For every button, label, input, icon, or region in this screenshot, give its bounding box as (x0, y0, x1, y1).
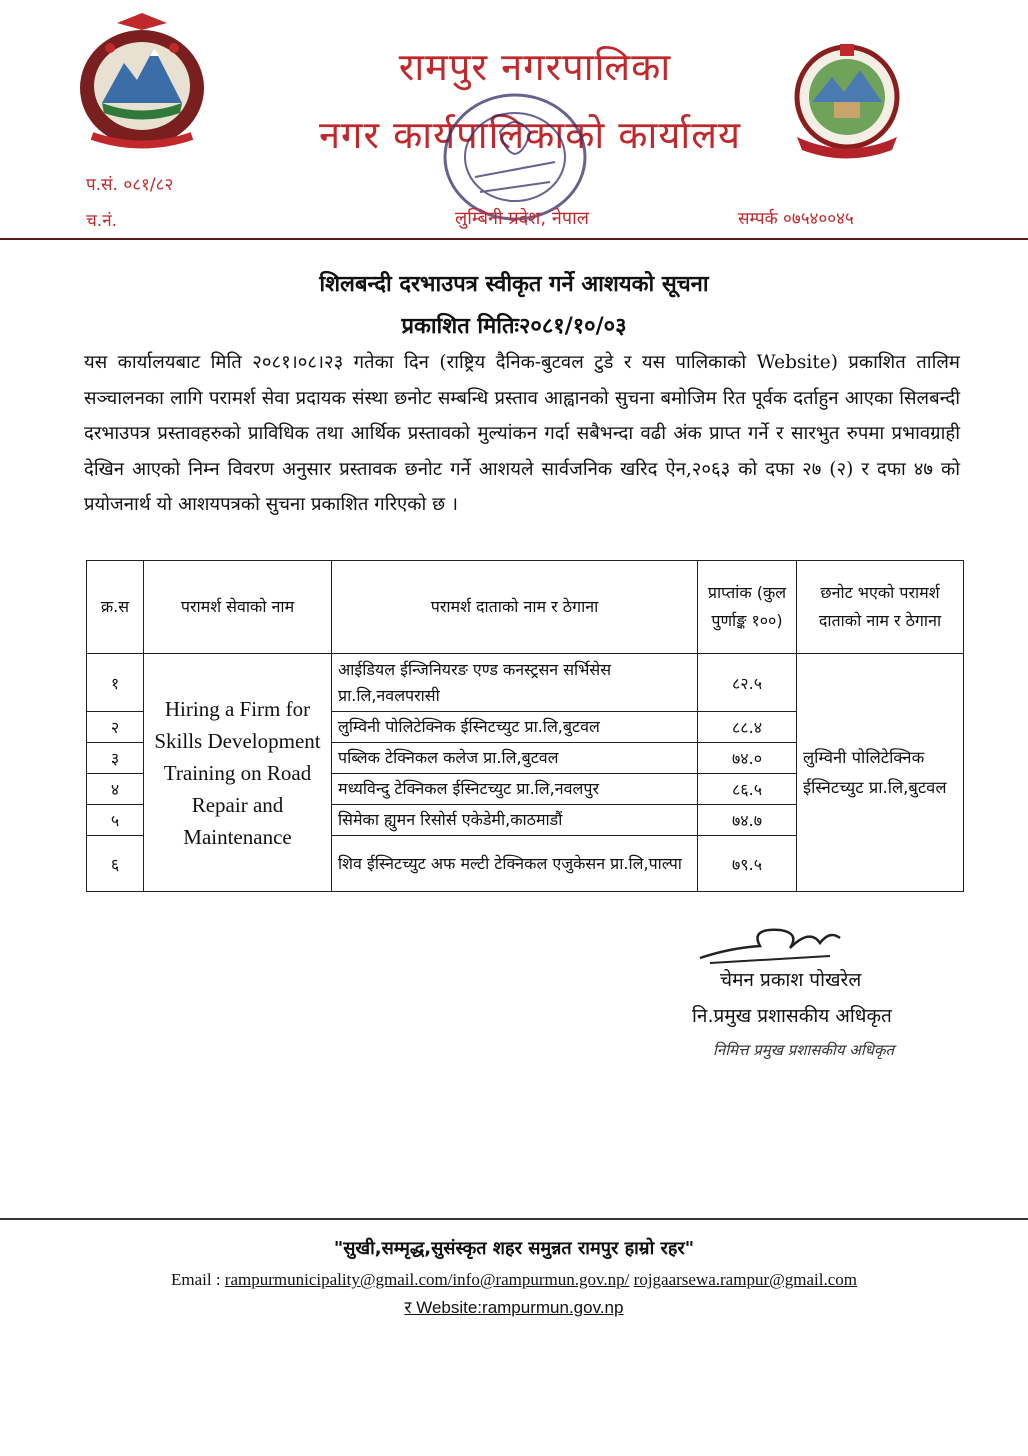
footer-slogan: "सुखी,सम्मृद्ध,सुसंस्कृत शहर समुन्नत रामपुर हाम्रो रहर" (333, 1238, 695, 1259)
published-date: प्रकाशित मितिः२०८१/१०/०३ (401, 314, 627, 339)
office-address: लुम्बिनी प्रदेश, नेपाल (455, 208, 589, 229)
evaluation-table (86, 560, 964, 892)
signatory-title: नि.प्रमुख प्रशासकीय अधिकृत (692, 1005, 892, 1027)
row-sn: ५ (87, 805, 144, 836)
provider-name: मध्यविन्दु टेक्निकल ईस्निटच्युट प्रा.लि,नवलपुर (332, 774, 698, 805)
table-row (87, 654, 964, 712)
reference-number: प.सं. ०८१/८२ (86, 175, 174, 195)
service-name: Hiring a Firm for Skills Development Training on Road Repair and Maintenance (144, 654, 332, 892)
provider-name: लुम्विनी पोलिटेक्निक ईस्निटच्युट प्रा.लि,बुटवल (332, 712, 698, 743)
municipality-logo-icon (782, 42, 912, 162)
email-label: Email : (170, 1270, 221, 1289)
col-header-selected: छनोट भएको परामर्श दाताको नाम र ठेगाना (797, 561, 964, 654)
provider-score: ८८.४ (698, 712, 797, 743)
notice-title: शिलबन्दी दरभाउपत्र स्वीकृत गर्ने आशयको सूचना (319, 272, 709, 297)
signatory-name: चेमन प्रकाश पोखरेल (720, 969, 862, 991)
header-divider (0, 238, 1028, 240)
office-name: रामपुर नगरपालिका (398, 45, 672, 89)
office-subtitle: नगर कार्यपालिकाको कार्यालय (318, 113, 742, 157)
provider-score: ७४.० (698, 743, 797, 774)
provider-name: पब्लिक टेक्निकल कलेज प्रा.लि,बुटवल (332, 743, 698, 774)
row-sn: १ (87, 654, 144, 712)
col-header-score: प्राप्तांक (कुल पुर्णाङ्क १००) (698, 561, 797, 654)
col-header-provider: परामर्श दाताको नाम र ठेगाना (332, 561, 698, 654)
contact-number: सम्पर्क ०७५४००४५ (738, 209, 854, 229)
selected-provider: लुम्विनी पोलिटेक्निक ईस्निटच्युट प्रा.लि,बुटवल (797, 654, 964, 892)
provider-name: शिव ईस्निटच्युट अफ मल्टी टेक्निकल एजुकेसन प्रा.लि,पाल्पा (332, 836, 698, 892)
provider-score: ७९.५ (698, 836, 797, 892)
provider-name: सिमेका ह्युमन रिसोर्स एकेडेमी,काठमाडौं (332, 805, 698, 836)
provider-score: ८२.५ (698, 654, 797, 712)
notice-body: यस कार्यालयबाट मिति २०८१।०८।२३ गतेका दिन (राष्ट्रिय दैनिक-बुटवल टुडे र यस पालिकाको Website) प्रकाशित तालिम सञ्चालनका लागि परामर्श सेवा प्रदायक संस्था छनोट सम्बन्धि प्रस्ताव आह्वानको सुचना बमोजिम रित पूर्वक दर्ताहुन आएका सिलबन्दी दरभाउपत्र प्रस्तावहरुको प्राविधिक तथा आर्थिक प्रस्तावको मुल्यांकन गर्दा सबैभन्दा वढी अंक प्राप्त गर्ने र सारभुत रुपमा प्रभावग्राही देखिन आएको निम्न विवरण अनुसार प्रस्तावक छनोट गर्ने आशयले सार्वजनिक खरिद ऐन,२०६३ को दफा २७ (२) र दफा ४७ को प्रयोजनार्थ यो आशयपत्रको सुचना प्रकाशित गरिएको छ । (84, 352, 960, 515)
signature-stamp-text: निमित्त प्रमुख प्रशासकीय अधिकृत (713, 1041, 895, 1059)
provider-score: ७४.७ (698, 805, 797, 836)
footer-email-line (0, 1270, 1028, 1290)
website-link[interactable]: र Website:rampurmun.gov.np (404, 1298, 624, 1317)
provider-score: ८६.५ (698, 774, 797, 805)
email-link-rojgaar[interactable]: rojgaarsewa.rampur@gmail.com (633, 1270, 858, 1289)
table-header-row (87, 561, 964, 654)
row-sn: ४ (87, 774, 144, 805)
nepal-emblem-icon (62, 8, 222, 158)
col-header-sn: क्र.स (87, 561, 144, 654)
col-header-service: परामर्श सेवाको नाम (144, 561, 332, 654)
row-sn: ६ (87, 836, 144, 892)
row-sn: ३ (87, 743, 144, 774)
provider-name: आईडियल ईन्जिनियरङ एण्ड कनस्ट्रसन सर्भिसेस प्रा.लि,नवलपरासी (332, 654, 698, 712)
row-sn: २ (87, 712, 144, 743)
email-link-primary[interactable]: rampurmunicipality@gmail.com/info@rampurmun.gov.np/ (224, 1270, 630, 1289)
dispatch-number: च.नं. (86, 211, 118, 231)
footer-divider (0, 1218, 1028, 1220)
